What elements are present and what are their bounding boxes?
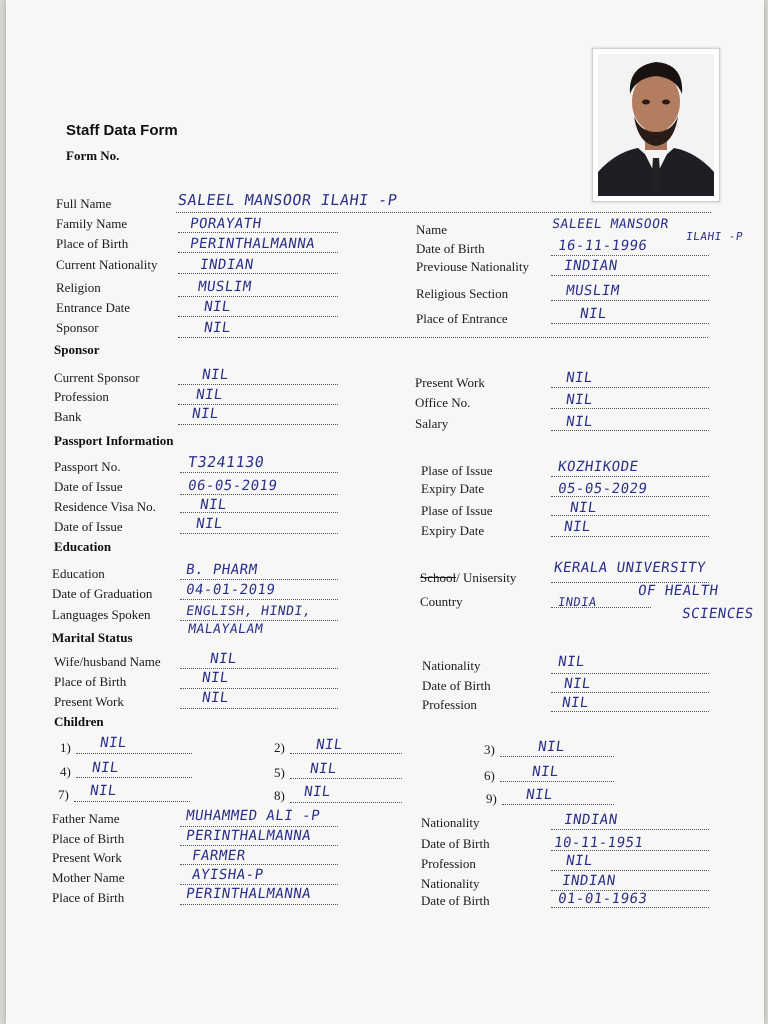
place-of-entrance-label: Place of Entrance (416, 311, 508, 326)
child-4-no: 4) (60, 764, 71, 779)
religion-label: Religion (56, 280, 101, 295)
father-nationality-line (551, 829, 709, 830)
passport-expiry-date-label: Expiry Date (421, 481, 485, 496)
child-6-line (500, 781, 614, 782)
spouse-nationality-label: Nationality (422, 658, 481, 673)
father-present-work-label: Present Work (52, 850, 122, 865)
visa-place-of-issue-value: NIL (568, 500, 598, 516)
visa-date-of-issue-label: Date of Issue (54, 519, 123, 534)
residence-visa-no-value: NIL (198, 497, 228, 513)
languages-spoken-line (180, 620, 338, 621)
passport-place-of-issue-value: KOZHIKODE (556, 459, 640, 475)
present-work-value: NIL (564, 370, 594, 386)
visa-expiry-date-line (551, 536, 709, 537)
university-value-line3: SCIENCES (680, 606, 755, 622)
profession-label: Profession (54, 389, 109, 404)
father-profession-value: NIL (564, 853, 594, 869)
marital-section-header: Marital Status (52, 630, 133, 645)
spouse-place-of-birth-value: NIL (200, 670, 230, 686)
salary-value: NIL (564, 414, 594, 430)
child-8-line (290, 802, 402, 803)
university-label-text: / Unisersity (456, 570, 517, 585)
date-of-birth-value: 16-11-1996 (556, 238, 649, 254)
visa-expiry-date-value: NIL (562, 519, 592, 535)
visa-place-of-issue-label: Plase of Issue (421, 503, 493, 518)
present-work-line (551, 387, 709, 388)
father-place-of-birth-label: Place of Birth (52, 831, 125, 846)
child-1-line (76, 753, 192, 754)
current-nationality-value: INDIAN (198, 257, 255, 273)
child-2-line (290, 753, 402, 754)
spouse-name-label: Wife/husband Name (54, 654, 161, 669)
mother-date-of-birth-line (551, 907, 709, 908)
country-label: Country (420, 594, 463, 609)
present-work-label: Present Work (415, 375, 485, 390)
father-date-of-birth-label: Date of Birth (421, 836, 490, 851)
previous-nationality-value: INDIAN (562, 258, 619, 274)
residence-visa-no-label: Residence Visa No. (54, 499, 156, 514)
father-date-of-birth-value: 10-11-1951 (552, 835, 645, 851)
spouse-name-value: NIL (208, 651, 238, 667)
entrance-date-value: NIL (202, 299, 232, 315)
father-present-work-value: FARMER (190, 848, 247, 864)
father-present-work-line (180, 864, 338, 865)
mother-place-of-birth-label: Place of Birth (52, 890, 125, 905)
entrance-date-line (178, 316, 338, 317)
spouse-date-of-birth-label: Date of Birth (422, 678, 491, 693)
sponsor-label: Sponsor (56, 320, 99, 335)
date-of-graduation-line (180, 599, 338, 600)
salary-label: Salary (415, 416, 449, 431)
child-1-no: 1) (60, 740, 71, 755)
education-label: Education (52, 566, 105, 581)
spouse-profession-value: NIL (560, 695, 590, 711)
full-name-value: SALEEL MANSOOR ILAHI -P (176, 191, 399, 209)
father-profession-line (551, 870, 709, 871)
previous-nationality-label: Previouse Nationality (416, 259, 530, 274)
child-8-value: NIL (302, 784, 332, 800)
current-nationality-line (178, 273, 338, 274)
bank-value: NIL (190, 406, 220, 422)
mother-place-of-birth-value: PERINTHALMANNA (184, 886, 313, 902)
religious-section-value: MUSLIM (564, 283, 621, 299)
profession-value: NIL (194, 387, 224, 403)
previous-nationality-line (551, 275, 709, 276)
date-of-graduation-value: 04-01-2019 (184, 582, 277, 598)
child-5-line (290, 778, 402, 779)
child-4-value: NIL (90, 760, 120, 776)
child-3-value: NIL (536, 739, 566, 755)
child-7-line (74, 801, 190, 802)
current-sponsor-label: Current Sponsor (54, 370, 140, 385)
sponsor-section-header: Sponsor (54, 342, 100, 357)
father-place-of-birth-value: PERINTHALMANNA (184, 828, 313, 844)
father-name-label: Father Name (52, 811, 120, 826)
visa-date-of-issue-value: NIL (194, 516, 224, 532)
religious-section-line (551, 300, 709, 301)
date-of-birth-label: Date of Birth (416, 241, 485, 256)
father-place-of-birth-line (180, 845, 338, 846)
child-6-value: NIL (530, 764, 560, 780)
child-5-value: NIL (308, 761, 338, 777)
mother-date-of-birth-value: 01-01-1963 (556, 891, 649, 907)
passport-no-label: Passport No. (54, 459, 121, 474)
mother-name-label: Mother Name (52, 870, 125, 885)
child-7-no: 7) (58, 787, 69, 802)
child-1-value: NIL (98, 735, 128, 751)
languages-spoken-value-line2: MALAYALAM (187, 622, 265, 637)
father-profession-label: Profession (421, 856, 476, 871)
family-name-line (178, 232, 338, 233)
sponsor-line (178, 337, 708, 338)
spouse-present-work-label: Present Work (54, 694, 124, 709)
child-9-line (502, 804, 614, 805)
university-label (420, 570, 516, 585)
form-no-label: Form No. (66, 148, 120, 163)
mother-nationality-label: Nationality (421, 876, 480, 891)
passport-section-header: Passport Information (54, 433, 174, 448)
spouse-present-work-line (180, 708, 338, 709)
spouse-place-of-birth-label: Place of Birth (54, 674, 127, 689)
salary-line (551, 430, 709, 431)
passport-date-of-issue-value: 06-05-2019 (186, 478, 279, 494)
portrait-image (598, 54, 714, 196)
date-of-graduation-label: Date of Graduation (52, 586, 153, 601)
school-struck-label: School (420, 570, 457, 585)
spouse-nationality-value: NIL (556, 654, 586, 670)
spouse-present-work-value: NIL (200, 690, 230, 706)
education-value: B. PHARM (184, 562, 259, 578)
passport-no-value: T3241130 (186, 453, 266, 471)
family-name-label: Family Name (56, 216, 128, 231)
languages-spoken-value-line1: ENGLISH, HINDI, (185, 604, 313, 619)
child-9-no: 9) (486, 791, 497, 806)
passport-place-of-issue-line (551, 476, 709, 477)
mother-date-of-birth-label: Date of Birth (421, 893, 490, 908)
passport-date-of-issue-label: Date of Issue (54, 479, 123, 494)
office-no-value: NIL (564, 392, 594, 408)
visa-date-of-issue-line (180, 533, 338, 534)
full-name-label: Full Name (56, 196, 112, 211)
child-9-value: NIL (524, 787, 554, 803)
place-of-entrance-line (551, 323, 709, 324)
current-nationality-label: Current Nationality (56, 257, 158, 272)
form-title: Staff Data Form (66, 122, 178, 139)
family-name-value: PORAYATH (188, 216, 263, 232)
children-section-header: Children (54, 714, 104, 729)
child-3-no: 3) (484, 742, 495, 757)
full-name-line (176, 212, 711, 213)
office-no-label: Office No. (415, 395, 471, 410)
child-8-no: 8) (274, 788, 285, 803)
child-7-value: NIL (88, 783, 118, 799)
name-value-line2: ILAHI -P (685, 230, 744, 243)
place-of-birth-label: Place of Birth (56, 236, 129, 251)
bank-label: Bank (54, 409, 82, 424)
child-2-no: 2) (274, 740, 285, 755)
spouse-nationality-line (551, 673, 709, 674)
child-3-line (500, 756, 614, 757)
spouse-place-of-birth-line (180, 688, 338, 689)
father-name-value: MUHAMMED ALI -P (184, 808, 322, 824)
country-value: INDIA (557, 595, 598, 609)
visa-expiry-date-label: Expiry Date (421, 523, 485, 538)
current-sponsor-value: NIL (200, 367, 230, 383)
entrance-date-label: Entrance Date (56, 300, 130, 315)
sponsor-value: NIL (202, 320, 232, 336)
applicant-photo (592, 48, 720, 202)
mother-name-value: AYISHA-P (190, 867, 265, 883)
spouse-profession-label: Profession (422, 697, 477, 712)
education-line (180, 579, 338, 580)
university-value-line1: KERALA UNIVERSITY (552, 560, 707, 576)
form-sheet (6, 0, 764, 1024)
date-of-birth-line (551, 255, 709, 256)
education-section-header: Education (54, 539, 112, 554)
current-sponsor-line (178, 384, 338, 385)
languages-spoken-label: Languages Spoken (52, 607, 151, 622)
place-of-birth-line (178, 252, 338, 253)
passport-no-line (180, 472, 338, 473)
child-6-no: 6) (484, 768, 495, 783)
religious-section-label: Religious Section (416, 286, 509, 301)
religion-line (178, 296, 338, 297)
child-2-value: NIL (314, 737, 344, 753)
bank-line (178, 424, 338, 425)
mother-name-line (180, 884, 338, 885)
spouse-profession-line (551, 711, 709, 712)
father-nationality-value: INDIAN (562, 812, 619, 828)
father-nationality-label: Nationality (421, 815, 480, 830)
child-4-line (76, 777, 192, 778)
passport-expiry-date-value: 05-05-2029 (556, 481, 649, 497)
name-value-line1: SALEEL MANSOOR (551, 217, 670, 232)
religion-value: MUSLIM (196, 279, 253, 295)
mother-nationality-value: INDIAN (560, 873, 617, 889)
father-name-line (180, 826, 338, 827)
spouse-name-line (180, 668, 338, 669)
university-value-line2: OF HEALTH (636, 583, 720, 599)
spouse-date-of-birth-value: NIL (562, 676, 592, 692)
mother-place-of-birth-line (180, 904, 338, 905)
spouse-date-of-birth-line (551, 692, 709, 693)
child-5-no: 5) (274, 765, 285, 780)
profession-line (178, 404, 338, 405)
place-of-entrance-value: NIL (578, 306, 608, 322)
office-no-line (551, 408, 709, 409)
place-of-birth-value: PERINTHALMANNA (188, 236, 317, 252)
passport-place-of-issue-label: Plase of Issue (421, 463, 493, 478)
name-label: Name (416, 222, 448, 237)
passport-date-of-issue-line (180, 494, 338, 495)
